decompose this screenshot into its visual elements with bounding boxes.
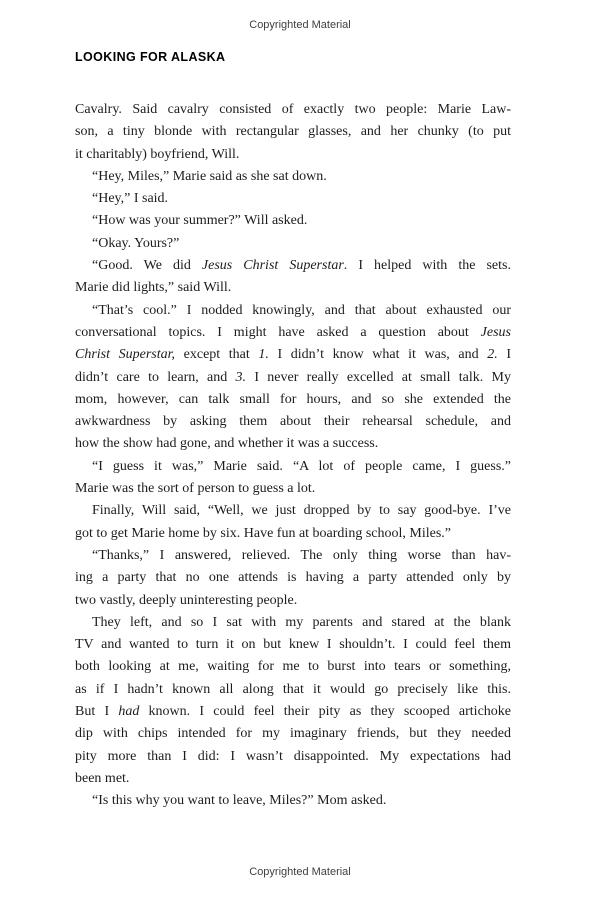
text-line	[75, 790, 511, 812]
text-segment: . I helped with the sets.	[343, 258, 511, 274]
text-line	[75, 121, 511, 143]
text-segment: son, a tiny blonde with rectangular glasses, and her chunky (to put	[75, 124, 511, 140]
italic-text-segment: 2.	[487, 347, 498, 363]
text-segment: Cavalry. Said cavalry consisted of exactly two people: Marie Law-	[75, 102, 511, 117]
text-segment: pity more than I did: I wasn’t disappointed. My expectations had	[75, 748, 511, 764]
text-line	[75, 144, 511, 166]
text-segment: They left, and so I sat with my parents and stared at the blank	[92, 614, 511, 630]
italic-text-segment: Jesus	[480, 324, 511, 340]
text-line	[75, 300, 511, 322]
text-line	[75, 99, 511, 121]
italic-text-segment: Jesus Christ Superstar	[201, 258, 344, 274]
text-segment: dip with chips intended for my imaginary friends, but they needed	[75, 726, 511, 742]
paragraph	[75, 300, 511, 456]
text-segment: “Thanks,” I answered, relieved. The only thing worse than hav-	[92, 547, 511, 563]
text-line	[75, 188, 511, 210]
text-line	[75, 679, 511, 701]
text-segment: “That’s cool.” I nodded knowingly, and that about exhausted our	[92, 302, 511, 318]
text-line	[75, 500, 511, 522]
paragraph	[75, 210, 511, 232]
text-line	[75, 166, 511, 188]
text-segment: except that	[175, 347, 259, 363]
text-segment: awkwardness by asking them about their rehearsal schedule, and	[75, 414, 511, 430]
text-segment: I didn’t know what it was, and	[268, 347, 488, 363]
text-segment: “Hey, Miles,” Marie said as she sat down.	[92, 168, 327, 184]
paragraph	[75, 166, 511, 188]
text-line	[75, 746, 511, 768]
text-segment: got to get Marie home by six. Have fun at boarding school, Miles.”	[75, 525, 451, 541]
text-segment: Marie was the sort of person to guess a lot.	[75, 481, 316, 497]
text-segment: “Good. We did	[92, 258, 202, 274]
text-segment: “How was your summer?” Will asked.	[92, 213, 308, 229]
text-line	[75, 433, 511, 455]
text-line	[75, 456, 511, 478]
paragraph	[75, 545, 511, 612]
text-segment: Finally, Will said, “Well, we just dropped by to say good-bye. I’ve	[92, 503, 511, 519]
text-segment: been met.	[75, 770, 130, 786]
text-segment: it charitably) boyfriend, Will.	[75, 146, 240, 162]
text-segment: didn’t care to learn, and	[75, 369, 236, 385]
text-line	[75, 590, 511, 612]
running-header: LOOKING FOR ALASKA	[75, 50, 226, 64]
text-segment: as if I hadn’t known all along that it would go precisely like this.	[75, 681, 511, 697]
paragraph	[75, 500, 511, 545]
text-segment: “Okay. Yours?”	[92, 235, 180, 251]
text-line	[75, 210, 511, 232]
italic-text-segment: had	[118, 704, 140, 720]
text-segment: I never really excelled at small talk. My	[246, 369, 511, 385]
paragraph	[75, 233, 511, 255]
text-line	[75, 322, 511, 344]
italic-text-segment: 1.	[258, 347, 269, 363]
italic-text-segment: Christ Superstar,	[75, 347, 176, 363]
text-line	[75, 612, 511, 634]
text-segment: ing a party that no one attends is having a party attended only by	[75, 570, 511, 586]
copyright-notice-bottom: Copyrighted Material	[249, 866, 351, 878]
text-line	[75, 478, 511, 500]
text-segment: TV and wanted to turn it on but knew I shouldn’t. I could feel them	[75, 637, 511, 653]
text-segment: I	[497, 347, 511, 363]
text-line	[75, 523, 511, 545]
text-segment: “I guess it was,” Marie said. “A lot of people came, I guess.”	[92, 458, 511, 474]
italic-text-segment: 3.	[235, 369, 247, 385]
text-line	[75, 277, 511, 299]
text-line	[75, 545, 511, 567]
text-line	[75, 567, 511, 589]
text-segment: Marie did lights,” said Will.	[75, 280, 232, 296]
text-line	[75, 634, 511, 656]
copyright-notice-top: Copyrighted Material	[249, 19, 351, 31]
text-line	[75, 656, 511, 678]
text-segment: known. I could feel their pity as they scooped artichoke	[139, 704, 512, 720]
text-line	[75, 768, 511, 790]
text-segment: But I	[75, 704, 119, 720]
text-line	[75, 233, 511, 255]
text-line	[75, 367, 511, 389]
paragraph	[75, 188, 511, 210]
paragraph	[75, 612, 511, 790]
text-line	[75, 389, 511, 411]
text-segment: how the show had gone, and whether it was a success.	[75, 436, 379, 452]
text-line	[75, 344, 511, 366]
text-segment: “Is this why you want to leave, Miles?” Mom asked.	[92, 793, 387, 809]
text-segment: two vastly, deeply uninteresting people.	[75, 592, 298, 608]
paragraph	[75, 255, 511, 300]
text-line	[75, 411, 511, 433]
paragraph	[75, 99, 511, 166]
text-line	[75, 255, 511, 277]
text-segment: “Hey,” I said.	[92, 191, 169, 207]
paragraph	[75, 456, 511, 501]
text-line	[75, 723, 511, 745]
text-line	[75, 701, 511, 723]
text-segment: mom, however, can talk small for hours, and so she extended the	[75, 391, 511, 407]
text-segment: conversational topics. I might have asked a question about	[75, 324, 481, 340]
text-segment: both looking at me, waiting for me to burst into tears or something,	[75, 659, 511, 675]
paragraph	[75, 790, 511, 812]
body-text	[75, 99, 511, 813]
